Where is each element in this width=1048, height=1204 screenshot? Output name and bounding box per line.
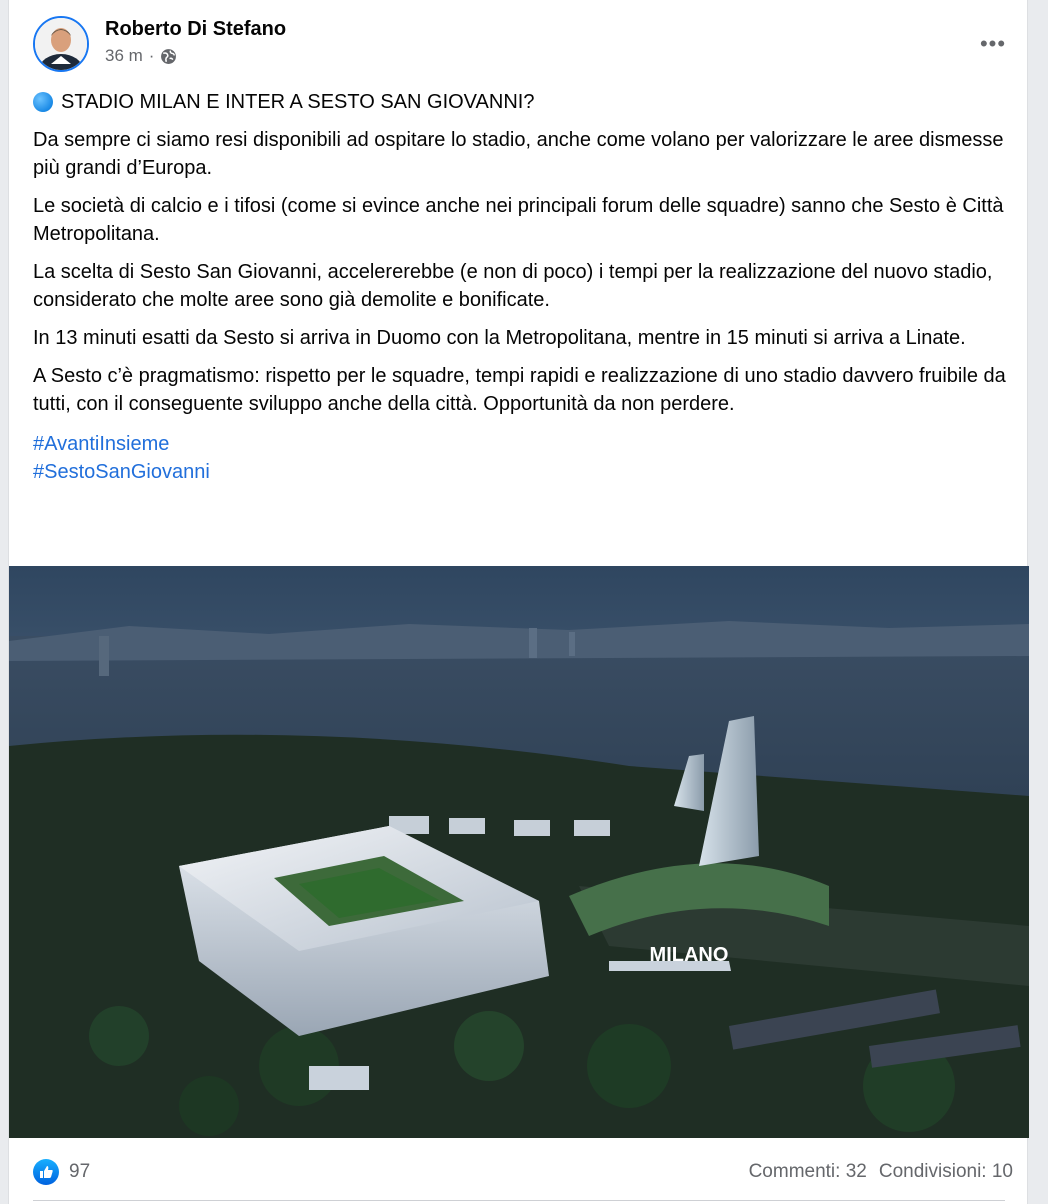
avatar[interactable] bbox=[33, 16, 89, 72]
avatar-image bbox=[35, 18, 87, 70]
likes-count: 97 bbox=[69, 1161, 91, 1182]
footer-divider bbox=[33, 1200, 1005, 1201]
paragraph: In 13 minuti esatti da Sesto si arriva in Duomo con la Metropolitana, mentre in 15 minuti si arriva a Linate. bbox=[33, 327, 966, 349]
author-name[interactable]: Roberto Di Stefano bbox=[105, 18, 287, 40]
post-title-row bbox=[33, 88, 1017, 116]
post-meta bbox=[105, 46, 177, 66]
paragraph: Da sempre ci siamo resi disponibili ad ospitare lo stadio, anche come volano per valorizzare le aree dismesse più grandi d’Europa. bbox=[33, 129, 1004, 179]
meta-separator: · bbox=[148, 46, 155, 65]
shares-count[interactable]: Condivisioni: 10 bbox=[878, 1161, 1013, 1182]
stadium-rendering bbox=[9, 566, 1029, 1138]
hashtag-list bbox=[33, 430, 1017, 486]
blue-circle-emoji-icon bbox=[33, 92, 53, 112]
paragraph: A Sesto c’è pragmatismo: rispetto per le squadre, tempi rapidi e realizzazione di uno stadio davvero fruibile da tutti, con il conseguente sviluppo anche della città. Opportunità da non perdere. bbox=[33, 365, 1006, 415]
post-title: STADIO MILAN E INTER A SESTO SAN GIOVANNI? bbox=[61, 91, 535, 113]
post-photo[interactable] bbox=[9, 566, 1029, 1138]
post-header bbox=[33, 16, 1013, 72]
paragraph: La scelta di Sesto San Giovanni, accelererebbe (e non di poco) i tempi per la realizzazione del nuovo stadio, considerato che molte aree sono già demolite e bonificate. bbox=[33, 261, 993, 311]
comments-count[interactable]: Commenti: 32 bbox=[748, 1161, 867, 1182]
hashtag-link[interactable]: #SestoSanGiovanni bbox=[33, 461, 210, 483]
post-footer bbox=[33, 1152, 1013, 1192]
more-options-icon[interactable]: ••• bbox=[979, 31, 1007, 56]
reactions[interactable] bbox=[33, 1159, 90, 1185]
post-text bbox=[33, 88, 1017, 486]
globe-icon bbox=[160, 48, 177, 65]
milano-sign: MILANO bbox=[649, 944, 729, 966]
like-icon bbox=[33, 1159, 59, 1185]
hashtag-link[interactable]: #AvantiInsieme bbox=[33, 433, 170, 455]
post-stats bbox=[749, 1161, 1013, 1183]
paragraph: Le società di calcio e i tifosi (come si evince anche nei principali forum delle squadre) sanno che Sesto è Città Metropolitana. bbox=[33, 195, 1004, 245]
post-card bbox=[8, 0, 1028, 1204]
post-time[interactable]: 36 m bbox=[105, 46, 143, 65]
